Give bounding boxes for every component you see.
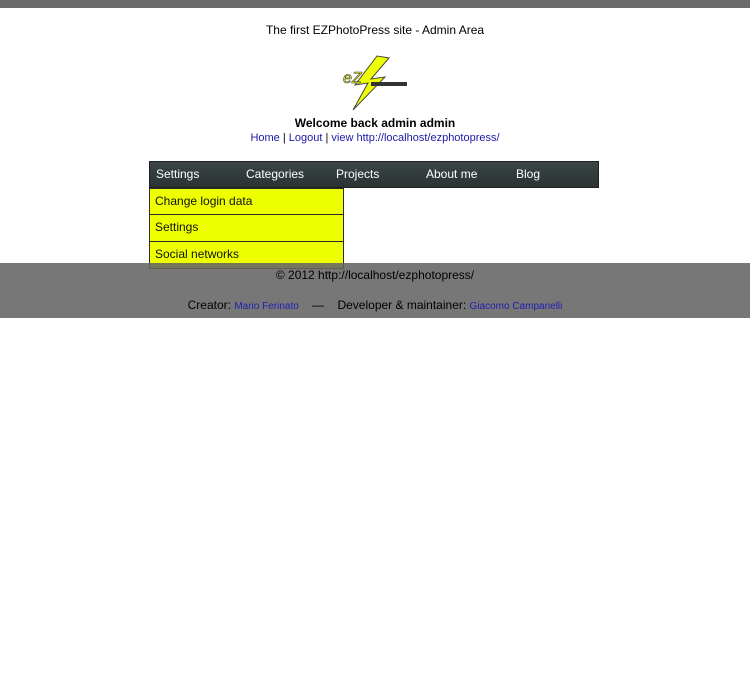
welcome-message: Welcome back admin admin — [294, 116, 456, 130]
logout-link[interactable]: Logout — [288, 132, 323, 144]
header-links — [0, 132, 750, 144]
creator-link[interactable]: Mario Ferinato — [234, 301, 299, 312]
ezphotopress-logo — [341, 55, 409, 111]
main-menu — [149, 161, 599, 188]
svg-text:eZ: eZ — [343, 70, 362, 87]
dropdown-item-social-networks[interactable]: Social networks — [149, 242, 344, 269]
link-separator: | — [279, 132, 289, 144]
menu-item-settings[interactable]: Settings — [156, 167, 200, 181]
home-link[interactable]: Home — [250, 132, 280, 144]
menu-item-categories[interactable]: Categories — [246, 167, 305, 181]
developer-link[interactable]: Giacomo Campanelli — [469, 301, 563, 312]
menu-item-about-me[interactable]: About me — [426, 167, 478, 181]
menu-item-blog[interactable]: Blog — [516, 167, 541, 181]
top-bar — [0, 0, 750, 8]
copyright-text: © 2012 http://localhost/ezphotopress/ — [275, 268, 475, 282]
developer-label: Developer & maintainer: — [337, 298, 467, 312]
site-title: The first EZPhotoPress site - Admin Area — [265, 23, 485, 37]
credits-line — [0, 298, 750, 312]
link-separator: | — [322, 132, 332, 144]
creator-label: Creator: — [187, 298, 231, 312]
dropdown-item-settings[interactable]: Settings — [149, 215, 344, 242]
menu-item-projects[interactable]: Projects — [336, 167, 380, 181]
view-site-link[interactable]: view http://localhost/ezphotopress/ — [331, 132, 500, 144]
dropdown-item-change-login-data[interactable]: Change login data — [149, 188, 344, 215]
settings-dropdown — [149, 188, 344, 269]
credits-dash: — — [312, 298, 325, 312]
footer — [0, 263, 750, 318]
